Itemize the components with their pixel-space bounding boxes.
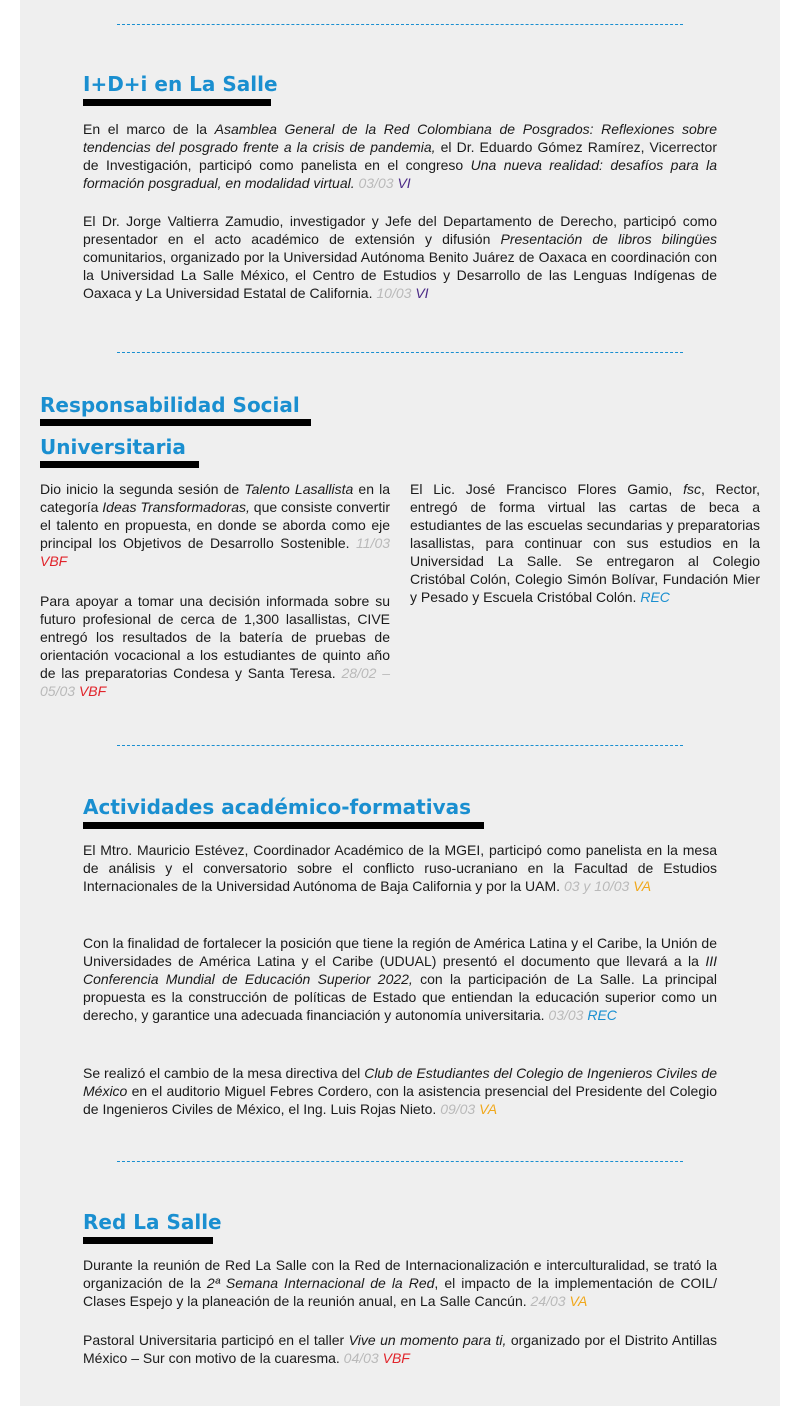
news-text: El Mtro. Mauricio Estévez, Coordinador Académico de la MGEI, participó como panelista en la mesa de análisis y el conversatorio sobre el conflicto ruso-ucraniano en la Facultad de Estudios Internacionales de la Universidad Autónoma de Baja California y por la UAM. [83,842,717,894]
section-title-rsu-line1: Responsabilidad Social [40,393,300,417]
title-underline-bar [40,419,311,426]
news-text: Pastoral Universitaria participó en el taller [83,1332,349,1348]
news-item [83,212,717,302]
news-source-tag: VA [569,1293,588,1309]
news-source-tag: REC [587,1007,617,1023]
section-title-aaf: Actividades académico-formativas [83,795,472,819]
news-italic-title: Vive un momento para ti, [348,1332,507,1348]
news-text: Se realizó el cambio de la mesa directiva del [83,1065,365,1081]
title-underline-bar [83,99,271,106]
news-text: el Dr. Eduardo Gómez Ramírez, Vicerrector de Investigación, participó como panelista en el congreso [83,139,717,173]
title-underline-bar [83,822,484,829]
news-item [83,841,717,895]
news-italic-title: fsc [683,481,701,497]
title-underline-bar [83,1237,213,1244]
news-text: Para apoyar a tomar una decisión informada sobre su futuro profesional de cerca de 1,300 lasallistas, CIVE entregó los resultados de la batería de pruebas de orientación vocacional a los estudiantes de quinto año de las preparatorias Condesa y Santa Teresa. [40,593,390,681]
news-source-tag: VA [633,878,652,894]
news-italic-title: Ideas Transformadoras, [102,499,250,515]
news-italic-title: 2ª Semana Internacional de la Red [206,1275,435,1291]
news-text: , Rector, entregó de forma virtual las cartas de beca a estudiantes de las escuelas secundarias y preparatorias lasallistas, para continuar con sus estudios en la Universidad La Salle. Se entregaron al Colegio Cristóbal Colón, Colegio Simón Bolívar, Fundación Mier y Pesado y Escuela Cristóbal Colón. [410,481,760,605]
news-source-tag: VBF [40,553,68,569]
news-text: que consiste convertir el talento en propuesta, en donde se aborda como eje principal los Objetivos de Desarrollo Sostenible. [40,499,390,551]
news-text: con la participación de La Salle. La principal propuesta es la construcción de políticas de Estado que entiendan la educación superior como un derecho, y garantice una adecuada financiación y autonomía universitaria. [83,971,718,1023]
news-date: 04/03 [343,1350,379,1366]
news-source-tag: VBF [382,1350,410,1366]
news-item [83,1064,717,1118]
news-text: Dio inicio la segunda sesión de [40,481,245,497]
news-text: En el marco de la [83,121,215,137]
news-date: 28/02 – 05/03 [40,665,390,699]
news-source-tag: VI [397,175,411,191]
news-text: organizado por el Distrito Antillas México – Sur con motivo de la cuaresma. [83,1332,717,1366]
news-text: en la categoría [40,481,391,515]
section-divider [117,352,683,353]
news-source-tag: VA [479,1101,498,1117]
news-item [40,480,390,570]
news-italic-title: Club de Estudiantes del Colegio de Ingenieros Civiles de México [83,1065,717,1099]
section-divider [117,745,683,746]
news-date: 03/03 [358,175,394,191]
news-text: Durante la reunión de Red La Salle con la Red de Internacionalización e interculturalidad, se trató la organización de la [83,1257,717,1291]
section-title-red: Red La Salle [83,1210,222,1234]
news-source-tag: REC [640,589,670,605]
news-date: 03 y 10/03 [563,878,630,894]
news-source-tag: VBF [78,683,107,699]
news-source-tag: VI [415,285,429,301]
section-title-rsu-line2: Universitaria [40,435,186,459]
news-item [83,1331,717,1367]
news-date: 24/03 [530,1293,566,1309]
news-italic-title: Talento Lasallista [244,481,354,497]
news-item [40,592,390,700]
news-text: El Lic. José Francisco Flores Gamio, [410,481,684,497]
news-text: , el impacto de la implementación de COIL/ Clases Espejo y la planeación de la reunión anual, en La Salle Cancún. [83,1275,717,1309]
newsletter-page [20,0,780,1406]
news-date: 03/03 [548,1007,584,1023]
news-italic-title: Una nueva realidad: desafíos para la formación posgradual, en modalidad virtual. [83,157,717,191]
section-title-idi: I+D+i en La Salle [83,72,278,96]
news-text: comunitarios, organizado por la Universidad Autónoma Benito Juárez de Oaxaca en coordinación con la Universidad La Salle México, el Centro de Estudios y Desarrollo de las Lenguas Indígenas de Oaxaca y La Universidad Estatal de California. [83,249,717,301]
news-item [410,480,760,606]
news-item [83,1256,717,1310]
news-date: 11/03 [356,535,391,551]
news-text: en el auditorio Miguel Febres Cordero, con la asistencia presencial del Presidente del Colegio de Ingenieros Civiles de México, el Ing. Luis Rojas Nieto. [83,1083,717,1117]
news-italic-title: III Conferencia Mundial de Educación Superior 2022, [83,953,717,987]
news-italic-title: Presentación de libros bilingües [500,231,717,247]
section-divider [117,1161,683,1162]
news-italic-title: Asamblea General de la Red Colombiana de Posgrados: Reflexiones sobre tendencias del posgrado frente a la crisis de pandemia, [83,121,717,155]
title-underline-bar [40,461,199,468]
news-date: 10/03 [376,285,412,301]
news-item [83,120,717,192]
news-text: El Dr. Jorge Valtierra Zamudio, investigador y Jefe del Departamento de Derecho, participó como presentador en el acto académico de extensión y difusión [83,213,717,247]
news-date: 09/03 [440,1101,476,1117]
news-text: Con la finalidad de fortalecer la posición que tiene la región de América Latina y el Caribe, la Unión de Universidades de América Latina y el Caribe (UDUAL) presentó el documento que llevará a la [83,935,717,969]
section-divider [117,24,683,25]
news-item [83,934,717,1024]
